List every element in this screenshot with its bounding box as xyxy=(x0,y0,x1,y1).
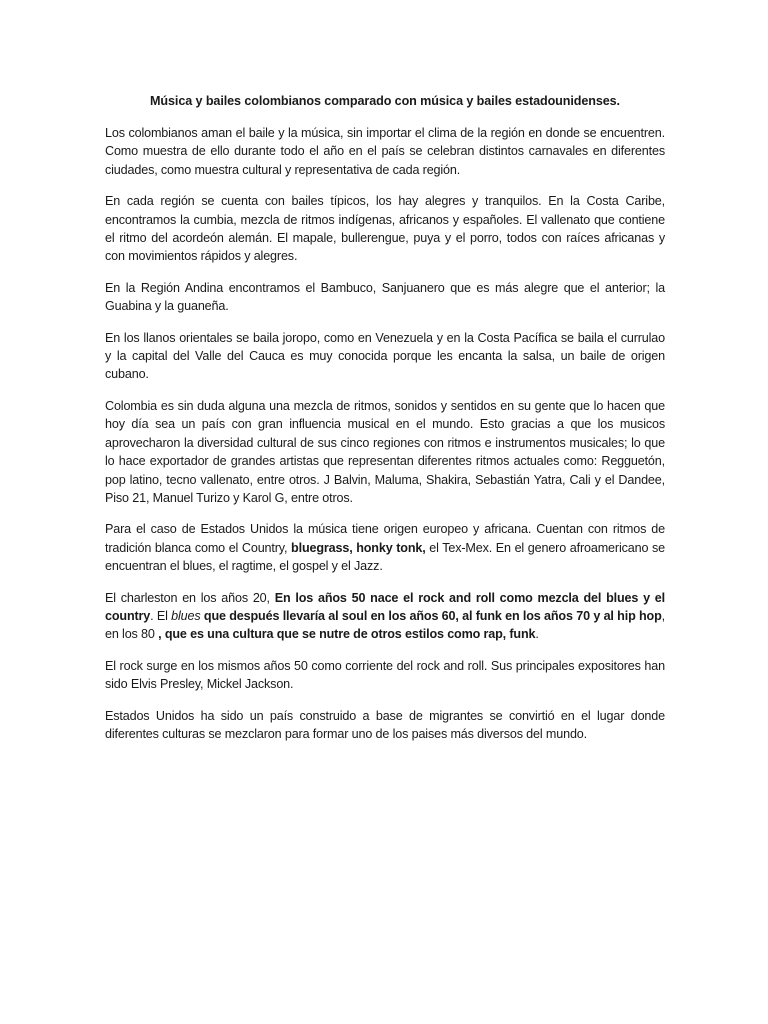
paragraph-regional-dances: En cada región se cuenta con bailes típicos, los hay alegres y tranquilos. En la Costa Caribe, encontramos la cumbia, mezcla de ritmos indígenas, africanos y españoles. El vallenato que contiene el ritmo del acordeón alemán. El mapale, bullerengue, puya y el porro, todos con raíces africanas y con movimientos rápidos y alegres. xyxy=(105,194,665,264)
text-run: El charleston en los años 20, xyxy=(105,590,275,605)
text-run: , en los 80 xyxy=(105,608,665,642)
text-run: . xyxy=(535,627,539,642)
text-run: el Tex-Mex. En el genero afroamericano se encuentran el blues, el ragtime, el gospel y el Jazz. xyxy=(105,540,665,574)
text-run: . El xyxy=(150,608,172,623)
bold-run: que después llevaría al soul en los años 60, al funk en los años 70 y al xyxy=(200,608,618,623)
paragraph-andean-region: En la Región Andina encontramos el Bambuco, Sanjuanero que es más alegre que el anterior; la Guabina y la guaneña. xyxy=(105,280,665,314)
paragraph-us-diversity: Estados Unidos ha sido un país construido a base de migrantes se convirtió en el lugar donde diferentes culturas se mezclaron para formar uno de los paises más diversos del mundo. xyxy=(105,708,665,741)
bold-run: bluegrass, honky tonk, xyxy=(291,540,426,555)
paragraph-colombia-influence: Colombia es sin duda alguna una mezcla de ritmos, sonidos y sentidos en su gente que lo hacen que hoy día sea un país con gran influencia musical en el mundo. Esto gracias a que los musicos aprovecharon la diversidad cultural de sus cinco regiones con ritmos e instrumentos musicales; lo que lo hace exportador de grandes artistas que representan diferentes ritmos actuales como: Regguetón, pop latino, tecno vallenato, entre otros. J Balvin, Maluma, Shakira, Sebastián Yatra, Cali y el Dandee, Piso 21, Manuel Turizo y Karol G, entre otros. xyxy=(105,398,665,505)
italic-run: blues xyxy=(171,608,201,623)
paragraph-rock: El rock surge en los mismos años 50 como corriente del rock and roll. Sus principales expositores han sido Elvis Presley, Mickel Jackson. xyxy=(105,658,665,692)
paragraph-us-origins xyxy=(105,520,665,575)
paragraph-plains-pacific: En los llanos orientales se baila joropo, como en Venezuela y en la Costa Pacífica se baila el currulao y la capital del Valle del Cauca es muy conocida porque les encanta la salsa, un baile de origen cubano. xyxy=(105,330,665,382)
paragraph-intro: Los colombianos aman el baile y la música, sin importar el clima de la región en donde se encuentren. Como muestra de ello durante todo el año en el país se celebran distintos carnavales en diferentes ciudades, como muestra cultural y representativa de cada región. xyxy=(105,126,665,177)
bold-run: hip hop xyxy=(617,608,662,623)
document-title: Música y bailes colombianos comparado con música y bailes estadounidenses. xyxy=(150,94,620,108)
text-run: Para el caso de Estados Unidos la música tiene origen europeo y africana. Cuentan con ritmos de tradición blanca como el Country, xyxy=(105,522,665,555)
bold-run: En los años 50 nace el rock and roll como mezcla del blues y el country xyxy=(105,590,665,623)
paragraph-us-genres-timeline xyxy=(105,589,665,644)
bold-run: , que es una cultura que se nutre de otros estilos como rap, funk xyxy=(158,627,536,642)
